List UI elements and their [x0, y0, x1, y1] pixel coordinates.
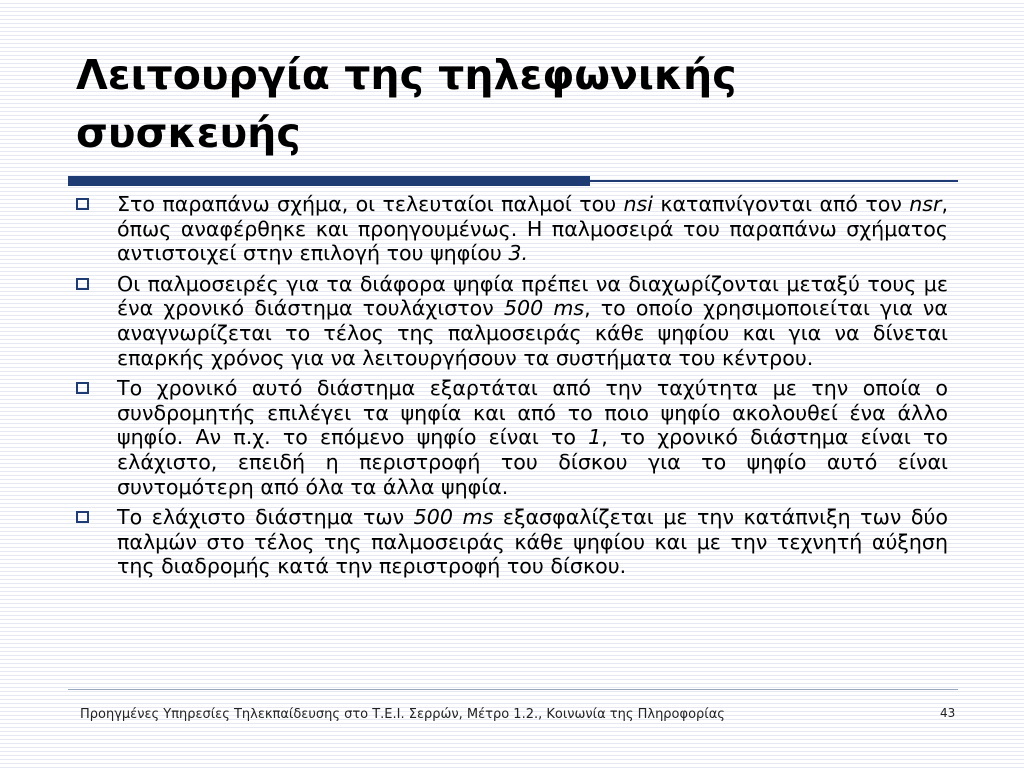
square-bullet-icon [76, 382, 89, 394]
bullet-text: Οι παλμοσειρές για τα διάφορα ψηφία πρέπει να διαχωρίζονται μεταξύ τους με ένα χρονικό διάστημα τουλάχιστον 500 ms, το οποίο χρησιμοποιείται για να αναγνωρίζεται το τέλος της παλμοσειράς κάθε ψηφίου και για να δίνεται επαρκής χρόνος για να λειτουργήσουν τα συστήματα του κέντρου. [117, 271, 948, 370]
slide-title-line-2: συσκευής [76, 109, 301, 157]
page-number: 43 [940, 706, 956, 720]
bullet-text: Το χρονικό αυτό διάστημα εξαρτάται από την ταχύτητα με την οποία ο συνδρομητής επιλέγει τα ψηφία και από το ποιο ψηφίο ακολουθεί ένα άλλο ψηφίο. Αν π.χ. το επόμενο ψηφίο είναι το 1, το χρονικό διάστημα είναι το ελάχιστο, επειδή η περιστροφή του δίσκου για το ψηφίο αυτό είναι συντομότερη από όλα τα άλλα ψηφία. [117, 376, 948, 499]
bullet-list [74, 192, 948, 585]
bullet-text: Το ελάχιστο διάστημα των 500 ms εξασφαλίζεται με την κατάπνιξη των δύο παλμών στο τέλος της παλμοσειράς κάθε ψηφίου και με την τεχνητή αύξηση της διαδρομής κατά την περιστροφή του δίσκου. [117, 505, 948, 579]
footer-text: Προηγμένες Υπηρεσίες Τηλεκπαίδευσης στο Τ.Ε.Ι. Σερρών, Μέτρο 1.2., Κοινωνία της Πληροφορίας [80, 707, 725, 722]
slide-title [76, 46, 976, 162]
square-bullet-icon [76, 198, 89, 210]
square-bullet-icon [76, 278, 89, 290]
bullet-item [74, 376, 948, 499]
bullet-item [74, 272, 948, 370]
footer-divider [68, 689, 958, 690]
bullet-text: Στο παραπάνω σχήμα, οι τελευταίοι παλμοί του nsi καταπνίγονται από τον nsr, όπως αναφέρθηκε και προηγουμένως. Η παλμοσειρά του παραπάνω σχήματος αντιστοιχεί στην επιλογή του ψηφίου 3. [117, 192, 948, 266]
square-bullet-icon [76, 511, 89, 523]
bullet-item [74, 505, 948, 579]
bullet-item [74, 192, 948, 266]
title-underline-thick [68, 176, 590, 186]
slide-title-line-1: Λειτουργία της τηλεφωνικής [76, 51, 737, 99]
